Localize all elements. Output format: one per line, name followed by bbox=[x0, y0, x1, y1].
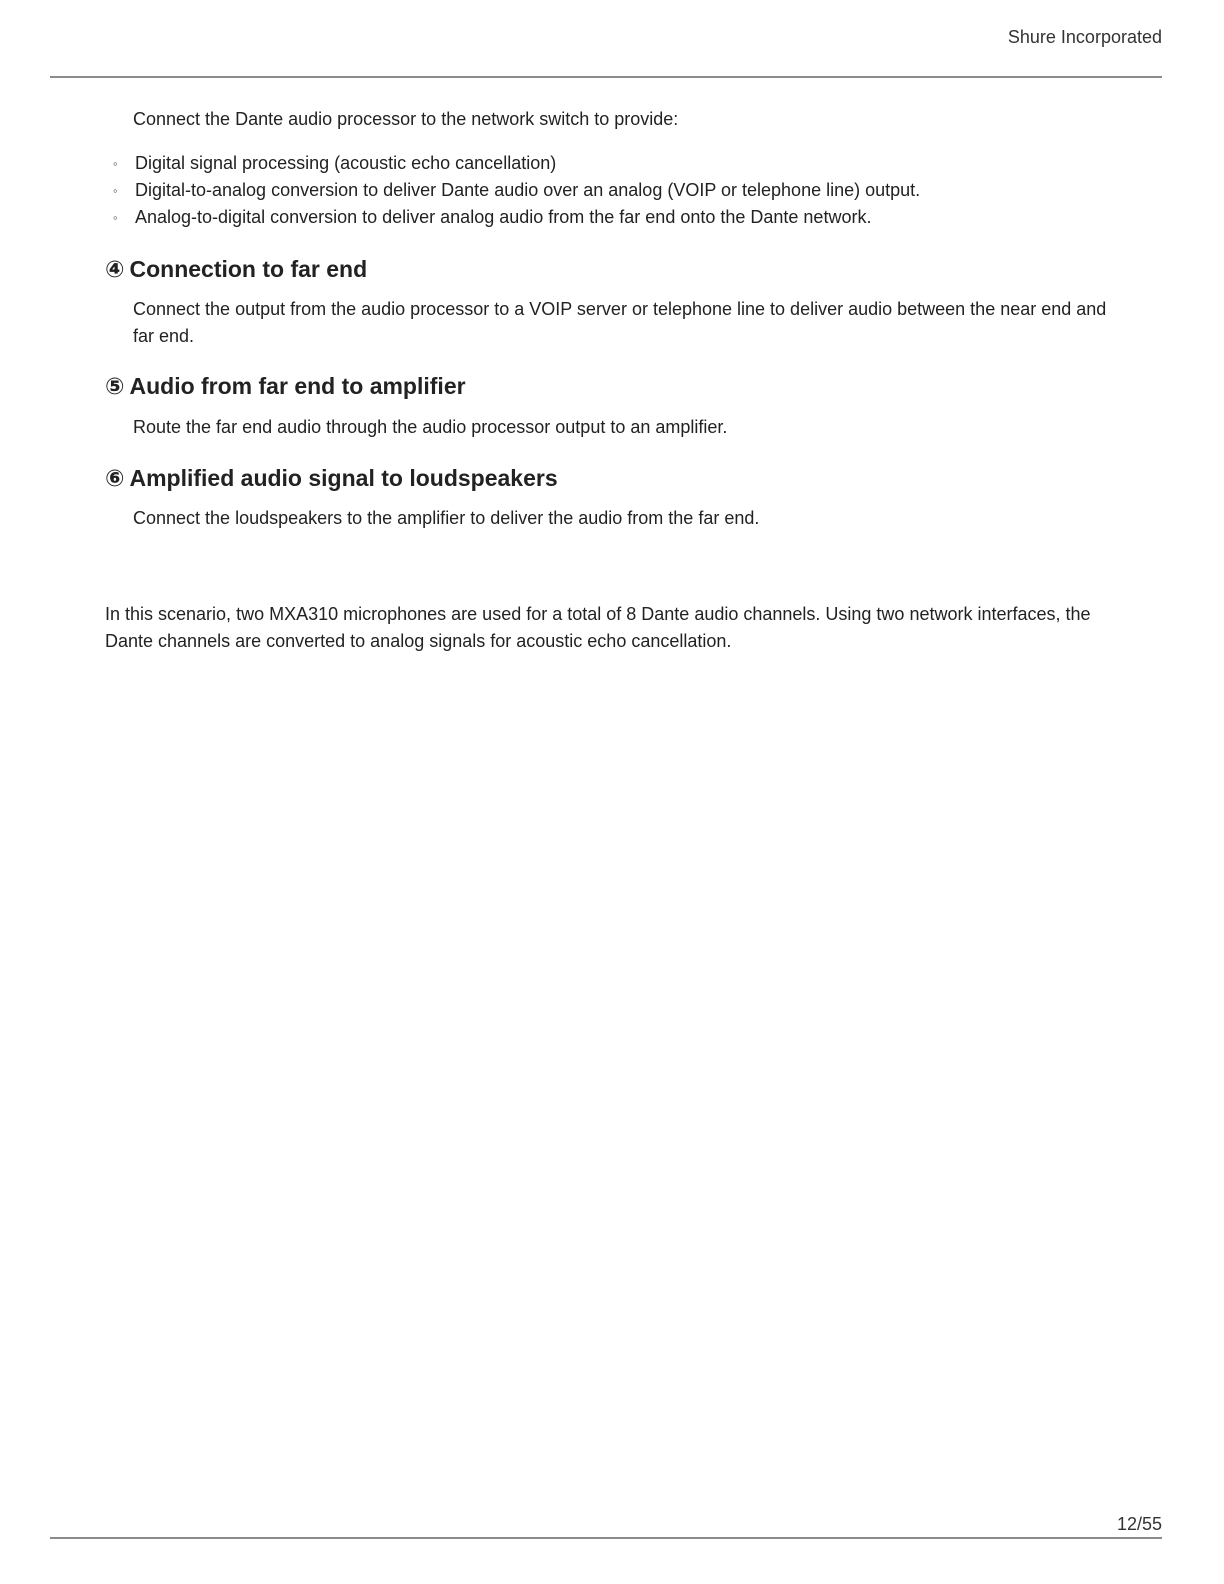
section-number: ⑥ bbox=[105, 465, 125, 491]
list-item bbox=[113, 150, 920, 177]
list-item-text: Digital-to-analog conversion to deliver Dante audio over an analog (VOIP or telephone line) output. bbox=[135, 180, 921, 200]
section-heading-amplifier bbox=[105, 373, 466, 400]
bullet-icon: ◦ bbox=[113, 156, 118, 171]
section-body-amplifier: Route the far end audio through the audio processor output to an amplifier. bbox=[133, 417, 728, 437]
section-title: Connection to far end bbox=[129, 256, 368, 282]
bullet-icon: ◦ bbox=[113, 210, 118, 225]
footer-divider bbox=[50, 1537, 1162, 1539]
list-item-text: Analog-to-digital conversion to deliver analog audio from the far end onto the Dante network. bbox=[135, 207, 872, 227]
section-title: Audio from far end to amplifier bbox=[129, 373, 466, 399]
bullet-icon: ◦ bbox=[113, 183, 118, 198]
intro-text: Connect the Dante audio processor to the network switch to provide: bbox=[133, 109, 679, 129]
section-number: ⑤ bbox=[105, 373, 125, 399]
section-heading-loudspeakers bbox=[105, 465, 558, 492]
section-title: Amplified audio signal to loudspeakers bbox=[129, 465, 558, 491]
section-number: ④ bbox=[105, 256, 125, 282]
section-body-far-end: Connect the output from the audio processor to a VOIP server or telephone line to deliver audio between the near end and far end. bbox=[133, 299, 1107, 346]
list-item-text: Digital signal processing (acoustic echo cancellation) bbox=[135, 153, 557, 173]
header-company-name: Shure Incorporated bbox=[1007, 27, 1162, 47]
section-body-loudspeakers: Connect the loudspeakers to the amplifier to deliver the audio from the far end. bbox=[133, 508, 760, 528]
list-item bbox=[113, 177, 920, 204]
capability-list bbox=[113, 150, 920, 231]
page-number: 12/55 bbox=[1116, 1514, 1162, 1534]
section-heading-far-end bbox=[105, 256, 367, 283]
list-item bbox=[113, 204, 920, 231]
header-divider bbox=[50, 76, 1162, 78]
scenario-paragraph: In this scenario, two MXA310 microphones are used for a total of 8 Dante audio channels. Using two network interfaces, the Dante channels are converted to analog signals for acoustic echo cancellation. bbox=[105, 604, 1091, 651]
